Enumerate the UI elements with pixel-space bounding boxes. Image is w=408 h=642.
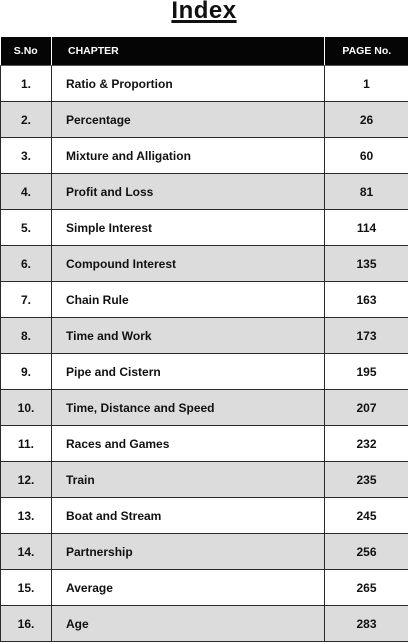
row-page: 1 bbox=[325, 66, 408, 102]
row-page: 232 bbox=[325, 426, 408, 462]
row-sno: 8. bbox=[1, 318, 52, 354]
row-page: 235 bbox=[325, 462, 408, 498]
table-row bbox=[1, 390, 408, 426]
table-row bbox=[1, 534, 408, 570]
row-chapter: Time, Distance and Speed bbox=[52, 390, 325, 426]
header-chapter: CHAPTER bbox=[52, 37, 325, 66]
row-chapter: Average bbox=[52, 570, 325, 606]
row-page: 265 bbox=[325, 570, 408, 606]
row-chapter: Profit and Loss bbox=[52, 174, 325, 210]
row-chapter: Partnership bbox=[52, 534, 325, 570]
row-sno: 16. bbox=[1, 606, 52, 642]
table-row bbox=[1, 174, 408, 210]
row-page: 256 bbox=[325, 534, 408, 570]
table-row bbox=[1, 318, 408, 354]
row-sno: 5. bbox=[1, 210, 52, 246]
table-row bbox=[1, 138, 408, 174]
row-page: 245 bbox=[325, 498, 408, 534]
table-row bbox=[1, 246, 408, 282]
table-row bbox=[1, 282, 408, 318]
table-row bbox=[1, 462, 408, 498]
row-chapter: Races and Games bbox=[52, 426, 325, 462]
header-sno: S.No bbox=[1, 37, 52, 66]
row-sno: 15. bbox=[1, 570, 52, 606]
row-page: 173 bbox=[325, 318, 408, 354]
row-sno: 1. bbox=[1, 66, 52, 102]
row-sno: 9. bbox=[1, 354, 52, 390]
row-chapter: Chain Rule bbox=[52, 282, 325, 318]
row-sno: 2. bbox=[1, 102, 52, 138]
row-chapter: Time and Work bbox=[52, 318, 325, 354]
row-page: 163 bbox=[325, 282, 408, 318]
row-page: 283 bbox=[325, 606, 408, 642]
row-sno: 11. bbox=[1, 426, 52, 462]
row-sno: 12. bbox=[1, 462, 52, 498]
table-header-row bbox=[1, 37, 408, 66]
row-chapter: Train bbox=[52, 462, 325, 498]
row-sno: 3. bbox=[1, 138, 52, 174]
header-page: PAGE No. bbox=[325, 37, 408, 66]
row-chapter: Compound Interest bbox=[52, 246, 325, 282]
table-row bbox=[1, 354, 408, 390]
row-sno: 7. bbox=[1, 282, 52, 318]
row-sno: 4. bbox=[1, 174, 52, 210]
row-chapter: Boat and Stream bbox=[52, 498, 325, 534]
row-chapter: Simple Interest bbox=[52, 210, 325, 246]
page-title: Index bbox=[0, 0, 408, 30]
row-page: 60 bbox=[325, 138, 408, 174]
row-page: 135 bbox=[325, 246, 408, 282]
row-sno: 6. bbox=[1, 246, 52, 282]
table-row bbox=[1, 570, 408, 606]
table-row bbox=[1, 606, 408, 642]
row-page: 81 bbox=[325, 174, 408, 210]
table-body bbox=[1, 66, 408, 642]
row-chapter: Mixture and Alligation bbox=[52, 138, 325, 174]
table-row bbox=[1, 426, 408, 462]
row-chapter: Age bbox=[52, 606, 325, 642]
row-page: 114 bbox=[325, 210, 408, 246]
row-sno: 10. bbox=[1, 390, 52, 426]
row-page: 207 bbox=[325, 390, 408, 426]
row-sno: 13. bbox=[1, 498, 52, 534]
row-page: 26 bbox=[325, 102, 408, 138]
row-chapter: Pipe and Cistern bbox=[52, 354, 325, 390]
table-row bbox=[1, 498, 408, 534]
table-row bbox=[1, 210, 408, 246]
row-chapter: Ratio & Proportion bbox=[52, 66, 325, 102]
row-chapter: Percentage bbox=[52, 102, 325, 138]
row-page: 195 bbox=[325, 354, 408, 390]
index-table bbox=[0, 37, 408, 642]
table-row bbox=[1, 66, 408, 102]
table-row bbox=[1, 102, 408, 138]
row-sno: 14. bbox=[1, 534, 52, 570]
